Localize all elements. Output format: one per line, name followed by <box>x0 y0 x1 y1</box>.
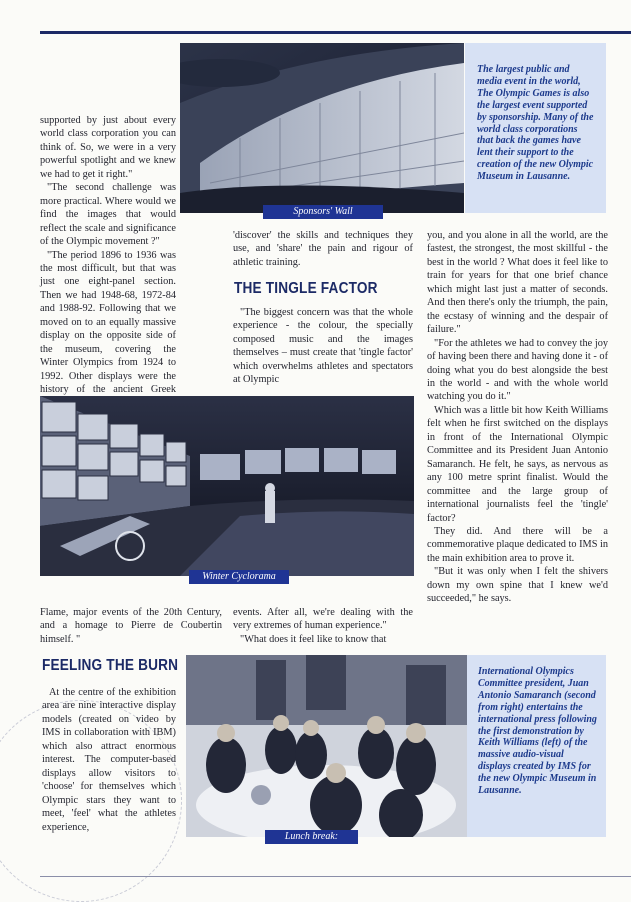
winter-cyclorama-photo <box>40 396 414 576</box>
paragraph: "But it was only when I felt the shivers down my own spine that I knew we'd succeeded," he says. <box>427 566 608 605</box>
lunch-break-caption: Lunch break: <box>265 830 358 844</box>
paragraph: At the centre of the exhibition area are nine interactive display models (created on video by IMS in collaboration with IBM) which also attract enormous interest. The computer-based displays allow visitors to 'choose' for themselves which Olympic stars they want to meet, 'feel' what the athletes experience, <box>42 687 176 833</box>
column2-top-text <box>233 229 413 269</box>
paragraph: events. After all, we're dealing with the very extremes of human experience." <box>233 607 413 632</box>
paragraph: supported by just about every world class corporation you can think of. So, we were in a very powerful spotlight and we knew we had to get it right." <box>40 115 176 180</box>
paragraph: "The biggest concern was that the whole experience - the colour, the specially composed music and the images themselves – must create that 'tingle factor' which overwhelms athletes and spectators at Olympic <box>233 307 413 386</box>
tingle-factor-heading: THE TINGLE FACTOR <box>234 280 378 297</box>
top-rule <box>40 31 631 34</box>
column3-text <box>427 229 608 606</box>
paragraph: 'discover' the skills and techniques they use, and 'share' the pain and rigour of athletic training. <box>233 230 413 268</box>
paragraph: you, and you alone in all the world, are the fastest, the strongest, the most skillful - the best in the world ? What does it feel like to train for years for that one brief chance which might last just a matter of seconds. And then there's only the triumph, the pain, the ecstasy of winning and the despair of failure." <box>427 230 608 336</box>
column2-mid-text <box>233 306 413 387</box>
paragraph: "The period 1896 to 1936 was the most difficult, but that was just one eight-panel section. Then we had 1948-68, 1972-84 and 1988-92. Following that we moved on to an equally massive display on the opposite side of the museum, covering the Winter Olympics from 1924 to 1992. Other displays were the history of the ancient Greek <box>40 249 176 396</box>
winter-cyclorama-caption: Winter Cyclorama <box>189 570 289 584</box>
sponsorship-sidebar <box>465 43 606 213</box>
feeling-the-burn-heading: FEELING THE BURN <box>42 657 179 674</box>
column1-top-text <box>40 114 176 423</box>
burn-text <box>42 686 176 834</box>
bottom-rule <box>40 876 631 877</box>
paragraph: "The second challenge was more practical. Where would we find the images that would reflect the scale and significance of the Olympic movement ?" <box>40 182 176 248</box>
paragraph: Which was a little bit how Keith Williams felt when he first switched on the displays in front of the International Olympic Committee and its President Juan Antonio Samaranch. He felt, he says, as nervous as any 100 metre sprint finalist. Would the committee and the large group of international journalists feel the 'tingle' factor? <box>427 404 608 524</box>
samaranch-sidebar-text: International Olympics Committee president, Juan Antonio Samaranch (second from right) entertains the international press following the first demonstration by Keith Williams (left) of the massive audio-visual displays created by IMS for the new Olympic Museum in Lausanne. <box>478 666 597 797</box>
column2-bottom-text <box>233 606 413 646</box>
sponsors-wall-caption: Sponsors' Wall <box>263 205 383 219</box>
column1-bottom-text <box>40 606 222 646</box>
paragraph: Flame, major events of the 20th Century, and a homage to Pierre de Coubertin himself. " <box>40 607 222 645</box>
paragraph: They did. And there will be a commemorative plaque dedicated to IMS in the main exhibition area to prove it. <box>427 525 608 564</box>
paragraph: "For the athletes we had to convey the joy of having been there and having done it - of doing what you do best alongside the best in the world - and with the whole world watching you do it." <box>427 337 608 403</box>
sponsorship-sidebar-text: The largest public and media event in the world, The Olympic Games is also the largest event supported by sponsorship. Many of the world class corporations that back the games have lent their support to the creation of the new Olympic Museum in Lausanne. <box>477 64 594 183</box>
paragraph: "What does it feel like to know that <box>240 633 387 645</box>
samaranch-sidebar <box>467 655 606 837</box>
sponsors-wall-photo <box>180 43 464 213</box>
lunch-break-photo <box>186 655 467 837</box>
